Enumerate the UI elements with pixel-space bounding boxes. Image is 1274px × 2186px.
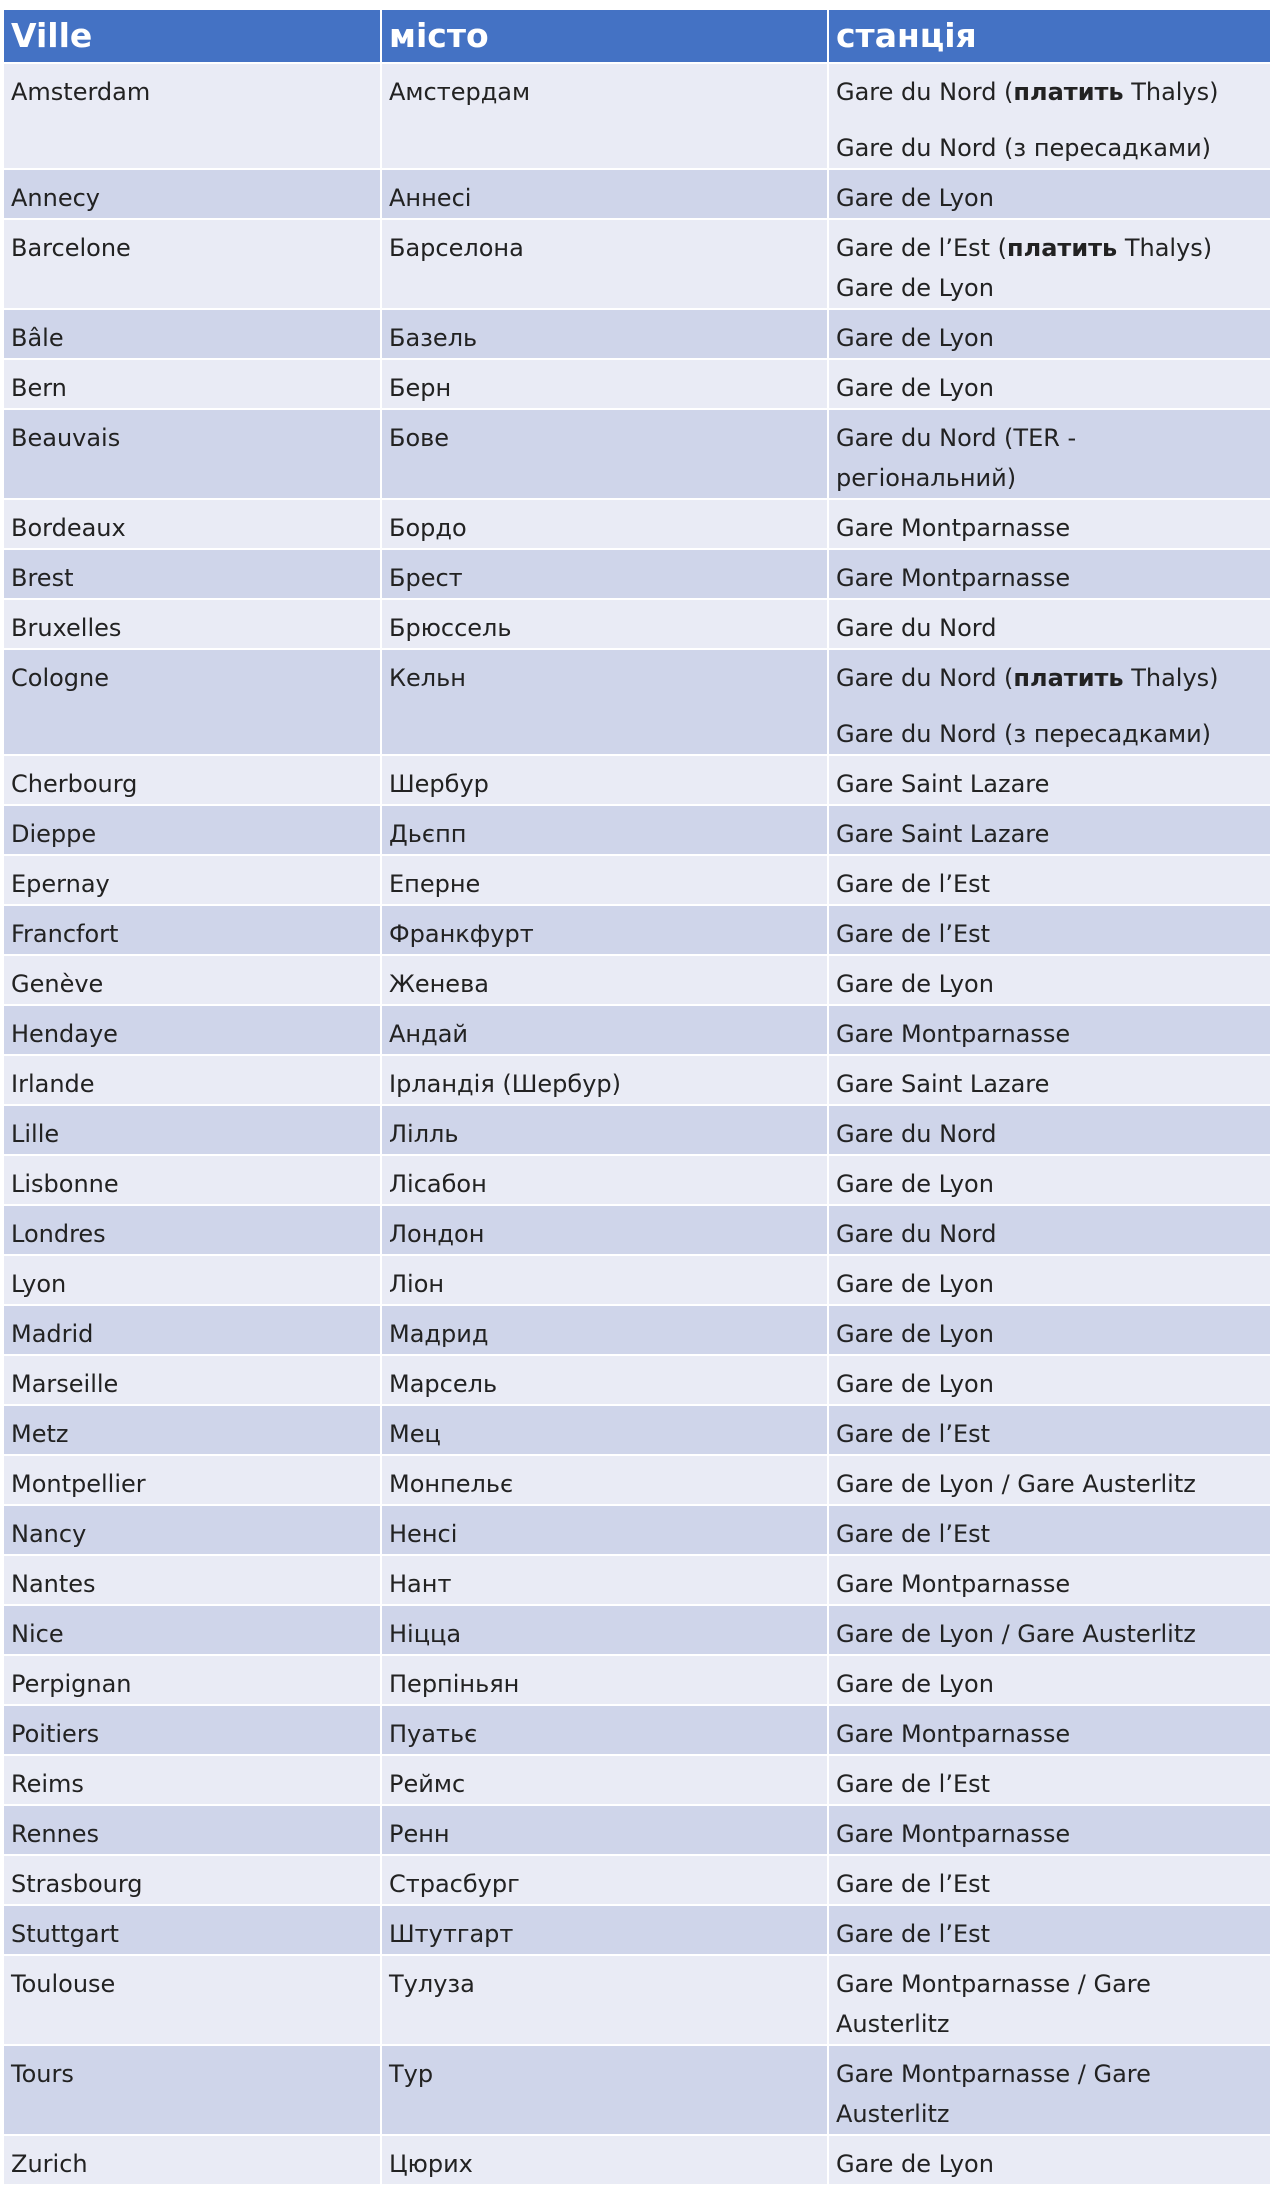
station-line: [836, 814, 1264, 854]
station-text: Gare de Lyon: [836, 1670, 994, 1698]
cell-stantsiia: [828, 1455, 1271, 1505]
city-station-table: [2, 8, 1272, 2186]
cell-stantsiia: [828, 1605, 1271, 1655]
cell-misto: Тулуза: [381, 1955, 828, 2045]
station-text: Gare du Nord (з пересадками): [836, 720, 1212, 748]
cell-ville: Nancy: [3, 1505, 381, 1555]
table-row: [3, 1155, 1271, 1205]
station-line: [836, 1064, 1264, 1104]
cell-ville: Annecy: [3, 169, 381, 219]
table-row: [3, 219, 1271, 309]
cell-misto: Берн: [381, 359, 828, 409]
cell-ville: Brest: [3, 549, 381, 599]
station-text: Gare de Lyon: [836, 1370, 994, 1398]
cell-ville: Strasbourg: [3, 1855, 381, 1905]
station-text: Gare de Lyon: [836, 970, 994, 998]
cell-misto: Тур: [381, 2045, 828, 2135]
cell-misto: Франкфурт: [381, 905, 828, 955]
cell-stantsiia: [828, 1705, 1271, 1755]
cell-stantsiia: [828, 1505, 1271, 1555]
station-text: Gare Montparnasse: [836, 1720, 1071, 1748]
cell-misto: Лондон: [381, 1205, 828, 1255]
station-line: [836, 1214, 1264, 1254]
table-row: [3, 309, 1271, 359]
station-line: [836, 864, 1264, 904]
station-line: [836, 558, 1264, 598]
cell-ville: Bâle: [3, 309, 381, 359]
station-line: [836, 128, 1264, 168]
header-stantsiia: станція: [828, 9, 1271, 63]
cell-misto: Шербур: [381, 755, 828, 805]
cell-stantsiia: [828, 1905, 1271, 1955]
cell-stantsiia: [828, 1855, 1271, 1905]
station-text: Gare de l’Est (: [836, 234, 1008, 262]
table-row: [3, 1655, 1271, 1705]
station-line: [836, 914, 1264, 954]
table-row: [3, 169, 1271, 219]
table-row: [3, 755, 1271, 805]
cell-ville: Stuttgart: [3, 1905, 381, 1955]
cell-ville: Genève: [3, 955, 381, 1005]
cell-stantsiia: [828, 549, 1271, 599]
table-row: [3, 855, 1271, 905]
station-text: Gare du Nord (: [836, 664, 1014, 692]
cell-stantsiia: [828, 1355, 1271, 1405]
station-line: [836, 2094, 1264, 2134]
cell-misto: Кельн: [381, 649, 828, 755]
table-row: [3, 1805, 1271, 1855]
cell-ville: Poitiers: [3, 1705, 381, 1755]
station-line: [836, 318, 1264, 358]
cell-ville: Amsterdam: [3, 63, 381, 169]
station-line: [836, 1914, 1264, 1954]
station-text: Gare Montparnasse: [836, 1570, 1071, 1598]
cell-ville: Bern: [3, 359, 381, 409]
cell-stantsiia: [828, 1755, 1271, 1805]
cell-stantsiia: [828, 805, 1271, 855]
station-text: Thalys): [1123, 78, 1219, 106]
cell-stantsiia: [828, 1555, 1271, 1605]
cell-misto: Лілль: [381, 1105, 828, 1155]
station-line: [836, 2054, 1264, 2094]
cell-misto: Мец: [381, 1405, 828, 1455]
cell-misto: Реймс: [381, 1755, 828, 1805]
station-line: [836, 1164, 1264, 1204]
cell-stantsiia: [828, 309, 1271, 359]
cell-stantsiia: [828, 409, 1271, 499]
station-line: [836, 1564, 1264, 1604]
table-row: [3, 63, 1271, 169]
cell-ville: Rennes: [3, 1805, 381, 1855]
station-line: [836, 508, 1264, 548]
cell-stantsiia: [828, 2135, 1271, 2185]
cell-misto: Аннесі: [381, 169, 828, 219]
station-line: [836, 1414, 1264, 1454]
cell-misto: Еперне: [381, 855, 828, 905]
station-text: Gare de Lyon: [836, 374, 994, 402]
table-row: [3, 2045, 1271, 2135]
cell-misto: Лісабон: [381, 1155, 828, 1205]
cell-misto: Ренн: [381, 1805, 828, 1855]
table-row: [3, 1205, 1271, 1255]
station-text: Austerlitz: [836, 2010, 950, 2038]
cell-misto: Дьєпп: [381, 805, 828, 855]
cell-stantsiia: [828, 359, 1271, 409]
table-row: [3, 1955, 1271, 2045]
station-text: Gare du Nord: [836, 1120, 997, 1148]
cell-misto: Брюссель: [381, 599, 828, 649]
station-line: [836, 1464, 1264, 1504]
cell-ville: Nice: [3, 1605, 381, 1655]
station-text: регіональний): [836, 464, 1017, 492]
station-text: Gare Saint Lazare: [836, 1070, 1050, 1098]
cell-ville: Cherbourg: [3, 755, 381, 805]
cell-stantsiia: [828, 755, 1271, 805]
station-line: [836, 418, 1264, 458]
cell-misto: Штутгарт: [381, 1905, 828, 1955]
cell-ville: Lisbonne: [3, 1155, 381, 1205]
cell-misto: Ненсі: [381, 1505, 828, 1555]
station-text: Gare Montparnasse / Gare: [836, 2060, 1151, 2088]
cell-ville: Hendaye: [3, 1005, 381, 1055]
table-row: [3, 1055, 1271, 1105]
header-row: [3, 9, 1271, 63]
station-text: Thalys): [1123, 664, 1219, 692]
table-row: [3, 1005, 1271, 1055]
cell-ville: Beauvais: [3, 409, 381, 499]
station-text: Gare de Lyon: [836, 1170, 994, 1198]
table-row: [3, 1605, 1271, 1655]
table-row: [3, 1455, 1271, 1505]
cell-ville: Cologne: [3, 649, 381, 755]
cell-misto: Ніцца: [381, 1605, 828, 1655]
cell-ville: Montpellier: [3, 1455, 381, 1505]
table-row: [3, 1555, 1271, 1605]
station-text: Gare de l’Est: [836, 1420, 991, 1448]
table-row: [3, 599, 1271, 649]
station-line: [836, 1664, 1264, 1704]
station-text: Gare de l’Est: [836, 1520, 991, 1548]
cell-misto: Перпіньян: [381, 1655, 828, 1705]
station-text: Gare de l’Est: [836, 870, 991, 898]
cell-ville: Tours: [3, 2045, 381, 2135]
table-row: [3, 549, 1271, 599]
station-text: Gare du Nord (: [836, 78, 1014, 106]
cell-misto: Марсель: [381, 1355, 828, 1405]
table-header: [3, 9, 1271, 63]
station-emphasis: платить: [1013, 664, 1124, 692]
table-row: [3, 499, 1271, 549]
cell-stantsiia: [828, 1155, 1271, 1205]
station-text: Gare de Lyon / Gare Austerlitz: [836, 1470, 1196, 1498]
cell-stantsiia: [828, 1405, 1271, 1455]
table-row: [3, 1505, 1271, 1555]
table-row: [3, 1255, 1271, 1305]
cell-misto: Бордо: [381, 499, 828, 549]
station-text: Austerlitz: [836, 2100, 950, 2128]
cell-ville: Barcelone: [3, 219, 381, 309]
station-line: [836, 368, 1264, 408]
station-line: [836, 764, 1264, 804]
cell-ville: Bordeaux: [3, 499, 381, 549]
table-row: [3, 905, 1271, 955]
cell-stantsiia: [828, 169, 1271, 219]
station-line: [836, 714, 1264, 754]
station-line: [836, 1864, 1264, 1904]
station-text: Gare du Nord (TER -: [836, 424, 1077, 452]
table-row: [3, 1705, 1271, 1755]
cell-stantsiia: [828, 2045, 1271, 2135]
station-text: Gare du Nord (з пересадками): [836, 134, 1212, 162]
cell-stantsiia: [828, 1005, 1271, 1055]
header-ville: Ville: [3, 9, 381, 63]
station-line: [836, 1314, 1264, 1354]
station-line: [836, 1514, 1264, 1554]
station-text: Gare de l’Est: [836, 1920, 991, 1948]
header-misto: місто: [381, 9, 828, 63]
table-row: [3, 1305, 1271, 1355]
station-text: Gare de l’Est: [836, 1870, 991, 1898]
table-row: [3, 1405, 1271, 1455]
cell-misto: Нант: [381, 1555, 828, 1605]
table-body: [3, 63, 1271, 2185]
cell-ville: Madrid: [3, 1305, 381, 1355]
cell-misto: Андай: [381, 1005, 828, 1055]
table-row: [3, 1105, 1271, 1155]
table-row: [3, 1755, 1271, 1805]
station-text: Gare Montparnasse: [836, 564, 1071, 592]
station-line: [836, 608, 1264, 648]
cell-misto: Базель: [381, 309, 828, 359]
table-row: [3, 805, 1271, 855]
cell-stantsiia: [828, 1805, 1271, 1855]
cell-misto: Мадрид: [381, 1305, 828, 1355]
station-text: Gare Saint Lazare: [836, 770, 1050, 798]
cell-stantsiia: [828, 1105, 1271, 1155]
station-line: [836, 1964, 1264, 2004]
station-line: [836, 1764, 1264, 1804]
cell-ville: Reims: [3, 1755, 381, 1805]
station-text: Gare de Lyon / Gare Austerlitz: [836, 1620, 1196, 1648]
station-text: Gare de l’Est: [836, 1770, 991, 1798]
station-text: Gare Montparnasse: [836, 1020, 1071, 1048]
station-line: [836, 268, 1264, 308]
cell-ville: Marseille: [3, 1355, 381, 1405]
station-text: Gare Montparnasse: [836, 514, 1071, 542]
station-emphasis: платить: [1007, 234, 1118, 262]
cell-ville: Bruxelles: [3, 599, 381, 649]
station-line: [836, 1114, 1264, 1154]
cell-misto: Бове: [381, 409, 828, 499]
cell-misto: Амстердам: [381, 63, 828, 169]
station-line: [836, 1614, 1264, 1654]
station-text: Gare du Nord: [836, 1220, 997, 1248]
cell-misto: Барселона: [381, 219, 828, 309]
cell-ville: Francfort: [3, 905, 381, 955]
station-text: Gare Saint Lazare: [836, 820, 1050, 848]
cell-misto: Монпельє: [381, 1455, 828, 1505]
cell-stantsiia: [828, 855, 1271, 905]
table-row: [3, 409, 1271, 499]
station-line: [836, 72, 1264, 112]
cell-ville: Perpignan: [3, 1655, 381, 1705]
table-row: [3, 1905, 1271, 1955]
station-emphasis: платить: [1013, 78, 1124, 106]
cell-stantsiia: [828, 63, 1271, 169]
table-row: [3, 359, 1271, 409]
station-line: [836, 964, 1264, 1004]
table-row: [3, 1855, 1271, 1905]
cell-misto: Ірландія (Шербур): [381, 1055, 828, 1105]
station-line: [836, 2004, 1264, 2044]
cell-ville: Dieppe: [3, 805, 381, 855]
cell-ville: Londres: [3, 1205, 381, 1255]
station-line: [836, 1264, 1264, 1304]
cell-stantsiia: [828, 1655, 1271, 1705]
station-line: [836, 178, 1264, 218]
station-text: Gare de Lyon: [836, 1270, 994, 1298]
station-line: [836, 1814, 1264, 1854]
cell-stantsiia: [828, 599, 1271, 649]
cell-stantsiia: [828, 905, 1271, 955]
cell-ville: Metz: [3, 1405, 381, 1455]
station-line: [836, 228, 1264, 268]
cell-stantsiia: [828, 1055, 1271, 1105]
cell-misto: Женева: [381, 955, 828, 1005]
cell-ville: Zurich: [3, 2135, 381, 2185]
station-text: Thalys): [1117, 234, 1213, 262]
cell-stantsiia: [828, 499, 1271, 549]
station-text: Gare de Lyon: [836, 2150, 994, 2178]
cell-misto: Ліон: [381, 1255, 828, 1305]
cell-stantsiia: [828, 955, 1271, 1005]
station-text: Gare Montparnasse: [836, 1820, 1071, 1848]
station-line: [836, 1014, 1264, 1054]
table-row: [3, 649, 1271, 755]
station-line: [836, 2144, 1264, 2184]
cell-misto: Брест: [381, 549, 828, 599]
station-line: [836, 1364, 1264, 1404]
cell-stantsiia: [828, 649, 1271, 755]
station-line: [836, 658, 1264, 698]
cell-stantsiia: [828, 1255, 1271, 1305]
cell-ville: Toulouse: [3, 1955, 381, 2045]
station-text: Gare Montparnasse / Gare: [836, 1970, 1151, 1998]
station-line: [836, 1714, 1264, 1754]
cell-ville: Epernay: [3, 855, 381, 905]
cell-misto: Страсбург: [381, 1855, 828, 1905]
cell-ville: Irlande: [3, 1055, 381, 1105]
station-text: Gare de Lyon: [836, 1320, 994, 1348]
table-row: [3, 1355, 1271, 1405]
station-text: Gare de Lyon: [836, 324, 994, 352]
cell-stantsiia: [828, 1205, 1271, 1255]
cell-ville: Lyon: [3, 1255, 381, 1305]
station-text: Gare de Lyon: [836, 184, 994, 212]
cell-misto: Пуатьє: [381, 1705, 828, 1755]
cell-misto: Цюрих: [381, 2135, 828, 2185]
station-text: Gare du Nord: [836, 614, 997, 642]
cell-ville: Nantes: [3, 1555, 381, 1605]
cell-stantsiia: [828, 1955, 1271, 2045]
cell-stantsiia: [828, 1305, 1271, 1355]
cell-ville: Lille: [3, 1105, 381, 1155]
station-line: [836, 458, 1264, 498]
station-text: Gare de Lyon: [836, 274, 994, 302]
table-row: [3, 955, 1271, 1005]
cell-stantsiia: [828, 219, 1271, 309]
station-text: Gare de l’Est: [836, 920, 991, 948]
table-row: [3, 2135, 1271, 2185]
